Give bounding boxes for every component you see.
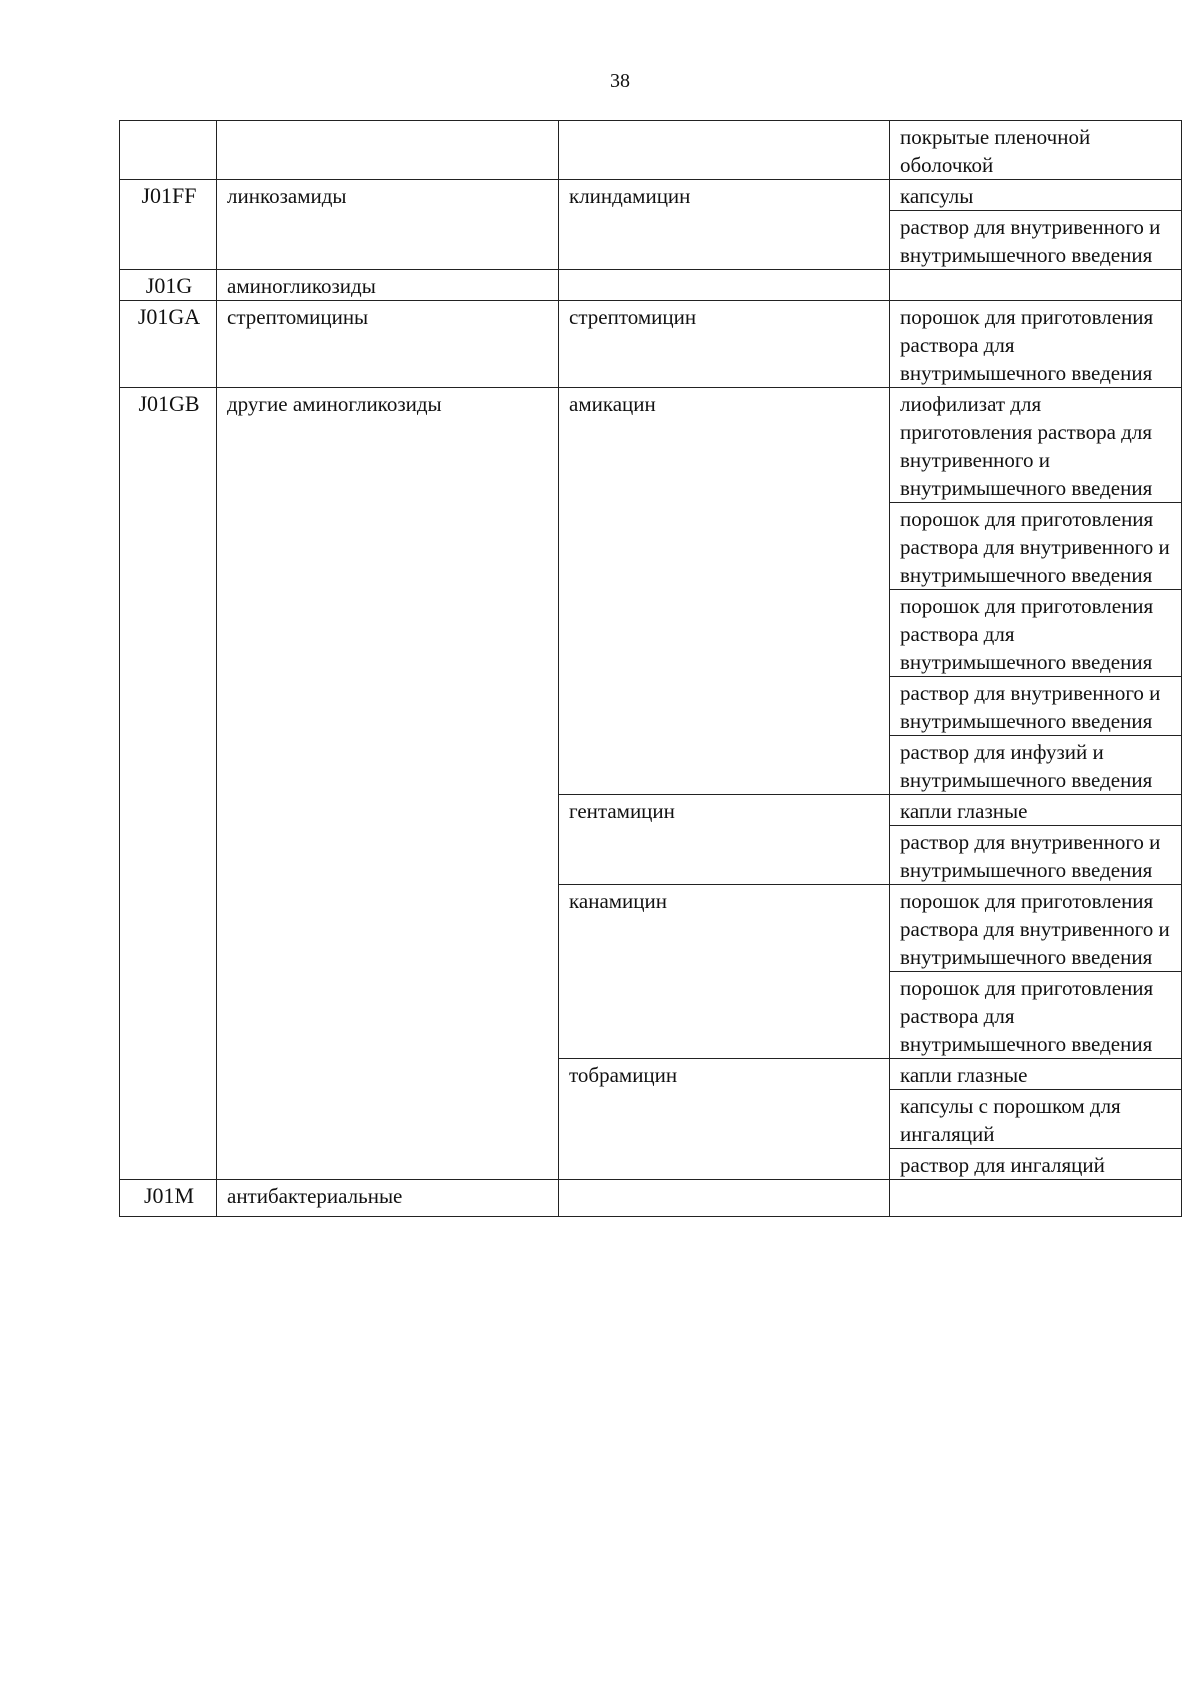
dosage-form-cell: капли глазные [890, 1059, 1182, 1090]
dosage-form-cell: капсулы [890, 180, 1182, 211]
atc-code-cell: J01FF [120, 180, 217, 270]
table-row [120, 388, 1182, 503]
group-cell: стрептомицины [217, 301, 559, 388]
page-number: 38 [610, 70, 630, 92]
dosage-form-cell: раствор для внутривенного и внутримышечного введения [890, 211, 1182, 270]
atc-code-cell: J01G [120, 270, 217, 301]
group-cell: антибактериальные [217, 1180, 559, 1217]
dosage-form-cell [890, 1180, 1182, 1217]
atc-code-cell: J01GA [120, 301, 217, 388]
substance-cell [559, 1180, 890, 1217]
table-row [120, 301, 1182, 388]
dosage-form-cell: порошок для приготовления раствора для внутримышечного введения [890, 590, 1182, 677]
table-row [120, 270, 1182, 301]
substance-cell: гентамицин [559, 795, 890, 885]
atc-code-cell: J01M [120, 1180, 217, 1217]
substance-cell: амикацин [559, 388, 890, 795]
dosage-form-cell: раствор для внутривенного и внутримышечного введения [890, 826, 1182, 885]
substance-cell: клиндамицин [559, 180, 890, 270]
substance-cell: канамицин [559, 885, 890, 1059]
dosage-form-cell [890, 270, 1182, 301]
table-body [120, 121, 1182, 1217]
group-cell [217, 121, 559, 180]
table-row [120, 180, 1182, 211]
substance-cell: стрептомицин [559, 301, 890, 388]
table-row [120, 1180, 1182, 1217]
dosage-form-cell: порошок для приготовления раствора для внутримышечного введения [890, 972, 1182, 1059]
dosage-form-cell: капсулы с порошком для ингаляций [890, 1090, 1182, 1149]
dosage-form-cell: покрытые пленочной оболочкой [890, 121, 1182, 180]
substance-cell: тобрамицин [559, 1059, 890, 1180]
substance-cell [559, 270, 890, 301]
group-cell: другие аминогликозиды [217, 388, 559, 1180]
group-cell: аминогликозиды [217, 270, 559, 301]
dosage-form-cell: порошок для приготовления раствора для внутривенного и внутримышечного введения [890, 503, 1182, 590]
drug-classification-table [119, 120, 1182, 1217]
dosage-form-cell: раствор для внутривенного и внутримышечного введения [890, 677, 1182, 736]
substance-cell [559, 121, 890, 180]
dosage-form-cell: капли глазные [890, 795, 1182, 826]
dosage-form-cell: лиофилизат для приготовления раствора для внутривенного и внутримышечного введения [890, 388, 1182, 503]
dosage-form-cell: порошок для приготовления раствора для внутримышечного введения [890, 301, 1182, 388]
dosage-form-cell: порошок для приготовления раствора для внутривенного и внутримышечного введения [890, 885, 1182, 972]
dosage-form-cell: раствор для инфузий и внутримышечного введения [890, 736, 1182, 795]
atc-code-cell [120, 121, 217, 180]
group-cell: линкозамиды [217, 180, 559, 270]
dosage-form-cell: раствор для ингаляций [890, 1149, 1182, 1180]
atc-code-cell: J01GB [120, 388, 217, 1180]
table-row [120, 121, 1182, 180]
